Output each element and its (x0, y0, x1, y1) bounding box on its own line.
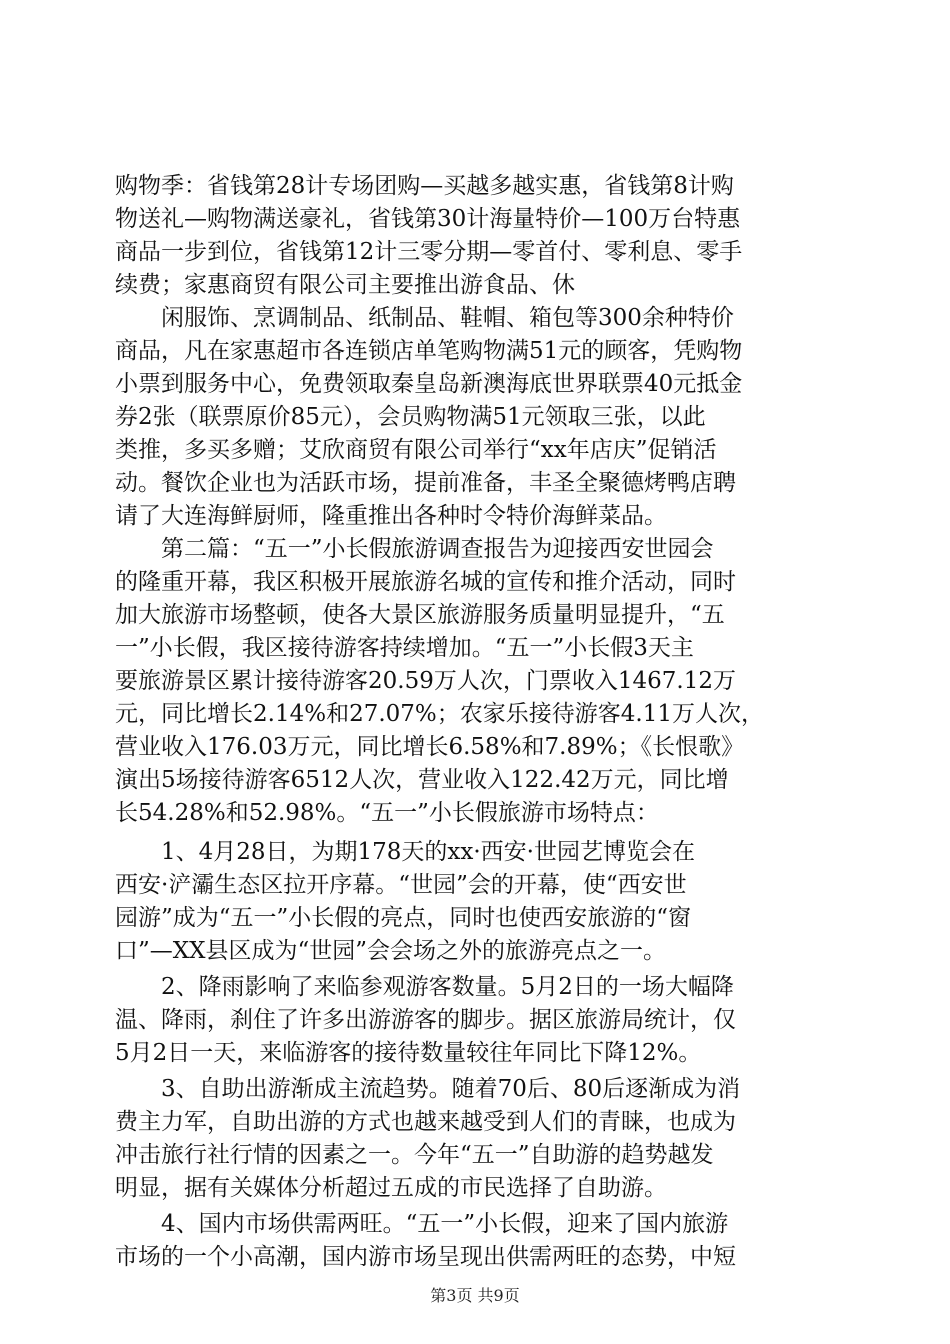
text-line: 营业收入176.03万元，同比增长6.58%和7.89%；《长恨歌》 (115, 734, 745, 760)
text-line: 要旅游景区累计接待游客20.59万人次，门票收入1467.12万 (115, 668, 736, 694)
text-line: 2、降雨影响了来临参观游客数量。5月2日的一场大幅降 (115, 974, 734, 1000)
text-line: 动。餐饮企业也为活跃市场，提前准备，丰圣全聚德烤鸭店聘 (115, 470, 736, 496)
text-line: 温、降雨，刹住了许多出游游客的脚步。据区旅游局统计，仅 (115, 1007, 736, 1033)
text-line: 小票到服务中心，免费领取秦皇岛新澳海底世界联票40元抵金 (115, 371, 743, 397)
text-line: 商品一步到位，省钱第12计三零分期—零首付、零利息、零手 (115, 239, 743, 265)
text-line: 闲服饰、烹调制品、纸制品、鞋帽、箱包等300余种特价 (115, 305, 734, 331)
text-line: 西安·浐灞生态区拉开序幕。“世园”会的开幕，使“西安世 (115, 872, 687, 898)
text-line: 券2张（联票原价85元），会员购物满51元领取三张，以此 (115, 404, 706, 430)
text-line: 冲击旅行社行情的因素之一。今年“五一”自助游的趋势越发 (115, 1142, 714, 1168)
text-line: 商品，凡在家惠超市各连锁店单笔购物满51元的顾客，凭购物 (115, 338, 743, 364)
text-line: 请了大连海鲜厨师，隆重推出各种时令特价海鲜菜品。 (115, 503, 667, 529)
text-line: 长54.28%和52.98%。“五一”小长假旅游市场特点： (115, 800, 659, 826)
text-line: 加大旅游市场整顿，使各大景区旅游服务质量明显提升，“五 (115, 602, 725, 628)
page-number: 第3页 共9页 (430, 1286, 520, 1305)
text-line: 明显，据有关媒体分析超过五成的市民选择了自助游。 (115, 1175, 667, 1201)
text-line: 园游”成为“五一”小长假的亮点，同时也使西安旅游的“窗 (115, 905, 692, 931)
text-line: 费主力军，自助出游的方式也越来越受到人们的青睐，也成为 (115, 1109, 736, 1135)
text-line: 类推，多买多赠；艾欣商贸有限公司举行“xx年店庆”促销活 (115, 437, 717, 463)
text-line: 演出5场接待游客6512人次，营业收入122.42万元，同比增 (115, 767, 729, 793)
text-line: 物送礼—购物满送豪礼，省钱第30计海量特价—100万台特惠 (115, 206, 741, 232)
text-line: 第二篇：“五一”小长假旅游调查报告为迎接西安世园会 (115, 536, 714, 562)
text-line: 市场的一个小高潮，国内游市场呈现出供需两旺的态势，中短 (115, 1244, 736, 1270)
text-line: 4、国内市场供需两旺。“五一”小长假，迎来了国内旅游 (115, 1211, 729, 1237)
text-line: 3、自助出游渐成主流趋势。随着70后、80后逐渐成为消 (115, 1076, 741, 1102)
text-line: 购物季：省钱第28计专场团购—买越多越实惠，省钱第8计购 (115, 173, 734, 199)
text-line: 的隆重开幕，我区积极开展旅游名城的宣传和推介活动，同时 (115, 569, 736, 595)
text-line: 5月2日一天，来临游客的接待数量较往年同比下降12%。 (115, 1040, 702, 1066)
text-line: 1、4月28日，为期178天的xx·西安·世园艺博览会在 (115, 839, 695, 865)
text-line: 口”—XX县区成为“世园”会会场之外的旅游亮点之一。 (115, 938, 667, 964)
text-line: 元，同比增长2.14%和27.07%；农家乐接待游客4.11万人次， (115, 701, 764, 727)
text-line: 一”小长假，我区接待游客持续增加。“五一”小长假3天主 (115, 635, 694, 661)
text-line: 续费；家惠商贸有限公司主要推出游食品、休 (115, 272, 575, 298)
